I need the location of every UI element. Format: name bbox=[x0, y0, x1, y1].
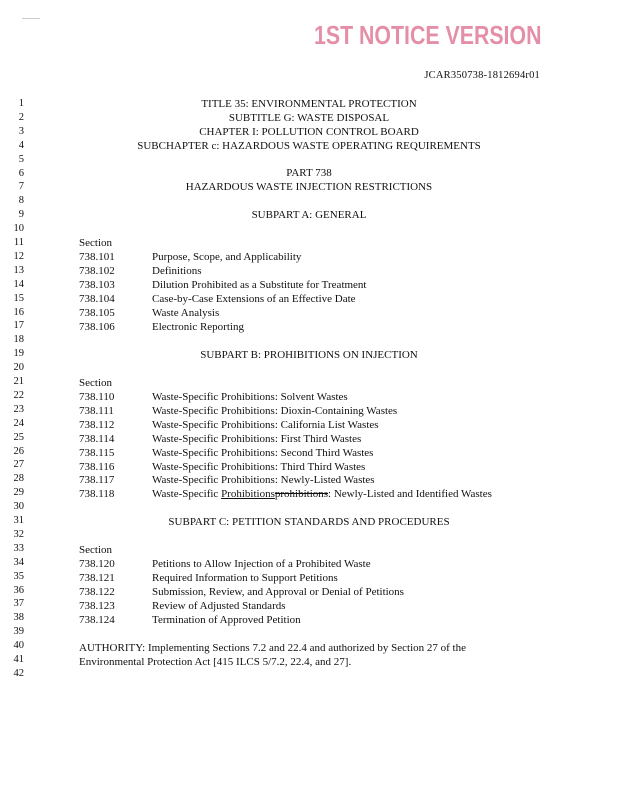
section-number: 738.111 bbox=[79, 405, 114, 417]
section-number: 738.118 bbox=[79, 488, 115, 500]
chapter-heading: CHAPTER I: POLLUTION CONTROL BOARD bbox=[199, 126, 419, 138]
section-title: Waste-Specific Prohibitions: First Third Wastes bbox=[152, 433, 362, 445]
section-number: 738.120 bbox=[79, 558, 115, 570]
section-title: Waste-Specific Prohibitions: Newly-Listed Wastes bbox=[152, 474, 375, 486]
line-number: 20 bbox=[13, 362, 24, 373]
stamp-text: NOTICE VERSION bbox=[359, 20, 542, 50]
line-number: 38 bbox=[13, 612, 24, 623]
line-number: 18 bbox=[13, 334, 24, 345]
section-number: 738.122 bbox=[79, 586, 115, 598]
section-title: Case-by-Case Extensions of an Effective Date bbox=[152, 293, 356, 305]
line-number: 4 bbox=[18, 140, 24, 151]
section-number: 738.116 bbox=[79, 461, 115, 473]
document-id: JCAR350738-1812694r01 bbox=[424, 70, 540, 81]
line-number: 23 bbox=[13, 404, 24, 415]
section-title: Waste-Specific Prohibitions: California List Wastes bbox=[152, 419, 379, 431]
scan-mark bbox=[22, 18, 40, 19]
section-number: 738.105 bbox=[79, 307, 115, 319]
line-number: 27 bbox=[13, 459, 24, 470]
section-title: Submission, Review, and Approval or Denial of Petitions bbox=[152, 586, 404, 598]
line-number: 14 bbox=[13, 279, 24, 290]
section-number: 738.103 bbox=[79, 279, 115, 291]
line-number: 5 bbox=[18, 154, 24, 165]
title-heading: TITLE 35: ENVIRONMENTAL PROTECTION bbox=[201, 98, 417, 110]
line-number: 16 bbox=[13, 307, 24, 318]
section-title: Definitions bbox=[152, 265, 202, 277]
section-number: 738.101 bbox=[79, 251, 115, 263]
line-number: 6 bbox=[18, 168, 24, 179]
line-number: 40 bbox=[13, 640, 24, 651]
line-number: 34 bbox=[13, 557, 24, 568]
section-title: Electronic Reporting bbox=[152, 321, 244, 333]
line-number: 35 bbox=[13, 571, 24, 582]
part-title: HAZARDOUS WASTE INJECTION RESTRICTIONS bbox=[185, 181, 433, 193]
line-number: 13 bbox=[13, 265, 24, 276]
line-number: 31 bbox=[13, 515, 24, 526]
inserted-text: Prohibitions bbox=[221, 488, 275, 500]
line-number: 19 bbox=[13, 348, 24, 359]
line-number: 36 bbox=[13, 585, 24, 596]
section-number: 738.104 bbox=[79, 293, 115, 305]
line-number: 32 bbox=[13, 529, 24, 540]
line-number: 24 bbox=[13, 418, 24, 429]
section-title: Waste-Specific Prohibitions: Solvent Wastes bbox=[152, 391, 348, 403]
line-number: 10 bbox=[13, 223, 24, 234]
section-number: 738.112 bbox=[79, 419, 115, 431]
section-number: 738.102 bbox=[79, 265, 115, 277]
line-number: 22 bbox=[13, 390, 24, 401]
line-number: 9 bbox=[18, 209, 24, 220]
subpart-b-heading: SUBPART B: PROHIBITIONS ON INJECTION bbox=[200, 349, 418, 361]
section-title: Waste-Specific Prohibitions: Third Third Wastes bbox=[152, 461, 366, 473]
line-number: 7 bbox=[18, 181, 24, 192]
line-number: 37 bbox=[13, 598, 24, 609]
section-title: Review of Adjusted Standards bbox=[152, 600, 286, 612]
section-number: 738.114 bbox=[79, 433, 115, 445]
line-number: 33 bbox=[13, 543, 24, 554]
section-number: 738.115 bbox=[79, 447, 115, 459]
section-title: Waste Analysis bbox=[152, 307, 220, 319]
line-number: 12 bbox=[13, 251, 24, 262]
line-number: 28 bbox=[13, 473, 24, 484]
section-number: 738.110 bbox=[79, 391, 115, 403]
line-number: 25 bbox=[13, 432, 24, 443]
section-title: Waste-Specific Prohibitions: Second Third Wastes bbox=[152, 447, 374, 459]
line-number: 42 bbox=[13, 668, 24, 679]
deleted-text: prohibitions bbox=[274, 488, 329, 500]
line-number: 17 bbox=[13, 320, 24, 331]
line-number: 39 bbox=[13, 626, 24, 637]
section-title: Termination of Approved Petition bbox=[152, 614, 301, 626]
line-number: 15 bbox=[13, 293, 24, 304]
line-number: 1 bbox=[18, 98, 24, 109]
line-number: 11 bbox=[13, 237, 24, 248]
section-title: Required Information to Support Petitions bbox=[152, 572, 338, 584]
section-number: 738.123 bbox=[79, 600, 115, 612]
line-number: 41 bbox=[13, 654, 24, 665]
notice-version-stamp bbox=[314, 20, 542, 56]
line-number: 8 bbox=[18, 195, 24, 206]
section-title: Dilution Prohibited as a Substitute for Treatment bbox=[152, 279, 367, 291]
section-title: Waste-Specific Prohibitionsprohibitions: Newly-Listed and Identified Wastes bbox=[152, 488, 492, 500]
section-title: Purpose, Scope, and Applicability bbox=[152, 251, 302, 263]
stamp-superscript: 1ST bbox=[314, 20, 354, 50]
subpart-c-heading: SUBPART C: PETITION STANDARDS AND PROCEDURES bbox=[168, 516, 450, 528]
section-number: 738.124 bbox=[79, 614, 115, 626]
section-title: Waste-Specific Prohibitions: Dioxin-Containing Wastes bbox=[152, 405, 398, 417]
subchapter-heading: SUBCHAPTER c: HAZARDOUS WASTE OPERATING REQUIREMENTS bbox=[137, 140, 481, 152]
line-number: 21 bbox=[13, 376, 24, 387]
section-title: Petitions to Allow Injection of a Prohibited Waste bbox=[152, 558, 371, 570]
line-number: 30 bbox=[13, 501, 24, 512]
subtitle-heading: SUBTITLE G: WASTE DISPOSAL bbox=[228, 112, 390, 124]
subpart-a-heading: SUBPART A: GENERAL bbox=[251, 209, 367, 221]
line-number: 26 bbox=[13, 446, 24, 457]
section-number: 738.121 bbox=[79, 572, 115, 584]
line-number: 2 bbox=[18, 112, 24, 123]
part-heading: PART 738 bbox=[286, 167, 332, 179]
section-number: 738.106 bbox=[79, 321, 115, 333]
line-number: 3 bbox=[18, 126, 24, 137]
line-number: 29 bbox=[13, 487, 24, 498]
section-number: 738.117 bbox=[79, 474, 115, 486]
